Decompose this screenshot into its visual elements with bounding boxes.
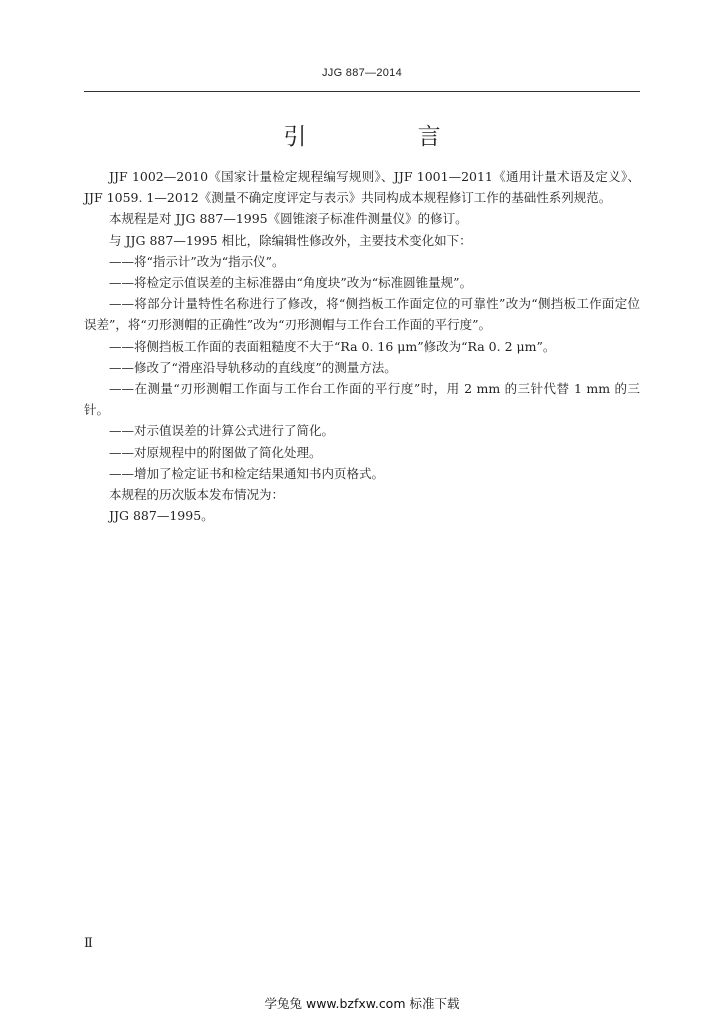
paragraph-3: 与 JJG 887—1995 相比，除编辑性修改外，主要技术变化如下： [109,232,472,248]
section-title: 引 言 [283,124,493,150]
change-item-4: ——将侧挡板工作面的表面粗糙度不大于“Ra 0. 16 μm”修改为“Ra 0. 2 μm”。 [109,338,556,354]
header-divider [84,91,640,92]
paragraph-2: 本规程是对 JJG 887—1995《圆锥滚子标准件测量仪》的修订。 [109,211,468,227]
change-item-2: ——将检定示值误差的主标准器由“角度块”改为“标准圆锥量规”。 [109,275,473,291]
change-item-8: ——对原规程中的附图做了简化处理。 [109,444,322,460]
change-item-6: ——在测量“刃形测帽工作面与工作台工作面的平行度”时，用 2 mm 的三针代替 1 mm 的三针。 [84,381,640,418]
paragraph-history-intro: 本规程的历次版本发布情况为： [109,487,285,503]
page-number: Ⅱ [84,936,93,951]
document-code-header: JJG 887—2014 [321,67,403,79]
change-item-9: ——增加了检定证书和检定结果通知书内页格式。 [109,465,385,481]
foreword-body [84,166,640,526]
footer-watermark: 学兔兔 www.bzfxw.com 标准下载 [264,996,460,1011]
change-item-7: ——对示值误差的计算公式进行了简化。 [109,423,335,439]
change-item-5: ——修改了“滑座沿导轨移动的直线度”的测量方法。 [109,359,397,375]
change-item-1: ——将“指示计”改为“指示仪”。 [109,253,285,269]
paragraph-history-version: JJG 887—1995。 [109,508,214,524]
change-item-3: ——将部分计量特性名称进行了修改，将“侧挡板工作面定位的可靠性”改为“侧挡板工作面定位误差”，将“刃形测帽的正确性”改为“刃形测帽与工作台工作面的平行度”。 [84,296,640,333]
paragraph-1: JJF 1002—2010《国家计量检定规程编写规则》、JJF 1001—2011《通用计量术语及定义》、JJF 1059. 1—2012《测量不确定度评定与表示》共同构成本规程修订工作的基础性系列规范。 [84,169,640,206]
